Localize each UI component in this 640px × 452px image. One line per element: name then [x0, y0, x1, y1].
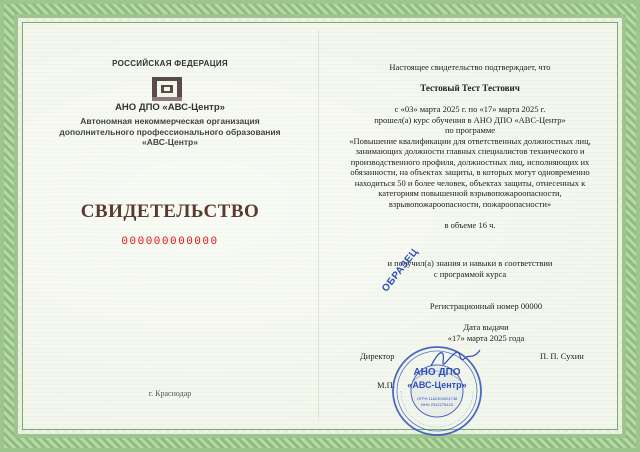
issue-date-label: Дата выдачи — [463, 322, 509, 332]
document-title: СВИДЕТЕЛЬСТВО — [80, 201, 260, 222]
course-line: прошел(а) курс обучения в АНО ДПО «АВС-Центр» — [374, 114, 566, 125]
issue-date: «17» марта 2025 года — [447, 332, 525, 343]
org-short-name: АНО ДПО «АВС-Центр» — [115, 102, 225, 113]
director-name: П. П. Сухин — [540, 351, 584, 361]
stamp-small-line: ИНН 2312276123 — [420, 402, 454, 407]
program-line: «Повышение квалификации для ответственных должностных лиц, — [349, 135, 591, 146]
stamp-inner-text: «АВС-Центр» — [407, 380, 467, 390]
seal-stamp — [391, 345, 483, 437]
stamp-small-line: ОГРН 1162300004738 — [416, 396, 458, 401]
program-line: занимающих должности главных специалистов технического и — [355, 146, 585, 156]
program-line: взрывопожароопасности, пожароопасности» — [388, 198, 552, 209]
registration-number: Регистрационный номер 00000 — [429, 301, 543, 311]
program-line: производственного профиля, должностных лиц, исполняющих их — [350, 156, 590, 167]
org-full-line: дополнительного профессионального образования — [59, 126, 281, 137]
result-line: с программой курса — [433, 268, 507, 279]
org-full-name — [50, 116, 290, 148]
result-line: и получил(а) знания и навыки в соответствии — [387, 258, 553, 268]
program-line: обязанности, на объектах защиты, в которых могут одновременно — [350, 167, 590, 177]
sample-watermark: ОБРАЗЕЦ — [380, 246, 421, 295]
program-line: находиться 50 и более человек, объектах защиты, отнесенных к — [354, 177, 586, 188]
result-text — [340, 258, 600, 279]
country-label: РОССИЙСКАЯ ФЕДЕРАЦИЯ — [112, 59, 228, 68]
program-line: категориям повышенной взрывопожароопасности, — [378, 188, 562, 198]
document-number: 000000000000 — [121, 236, 219, 248]
stamp-place-label: М.П. — [377, 380, 395, 390]
student-name: Тестовый Тест Тестович — [420, 83, 520, 93]
org-full-line: «АВС-Центр» — [142, 137, 198, 147]
stamp-outer-text: АНО ДПО — [413, 367, 461, 378]
by-program: по программе — [444, 125, 495, 135]
city-label: г. Краснодар — [148, 389, 192, 398]
director-label: Директор — [360, 351, 395, 361]
org-full-line: Автономная некоммерческая организация — [80, 116, 260, 126]
course-period: с «03» марта 2025 г. по «17» марта 2025 г. — [394, 104, 546, 114]
course-info — [330, 104, 610, 209]
issue-date-block — [356, 322, 616, 343]
org-logo-icon — [152, 77, 182, 101]
intro-text: Настоящее свидетельство подтверждает, что — [389, 62, 551, 72]
center-fold — [318, 30, 319, 420]
course-volume: в объеме 16 ч. — [444, 220, 496, 230]
